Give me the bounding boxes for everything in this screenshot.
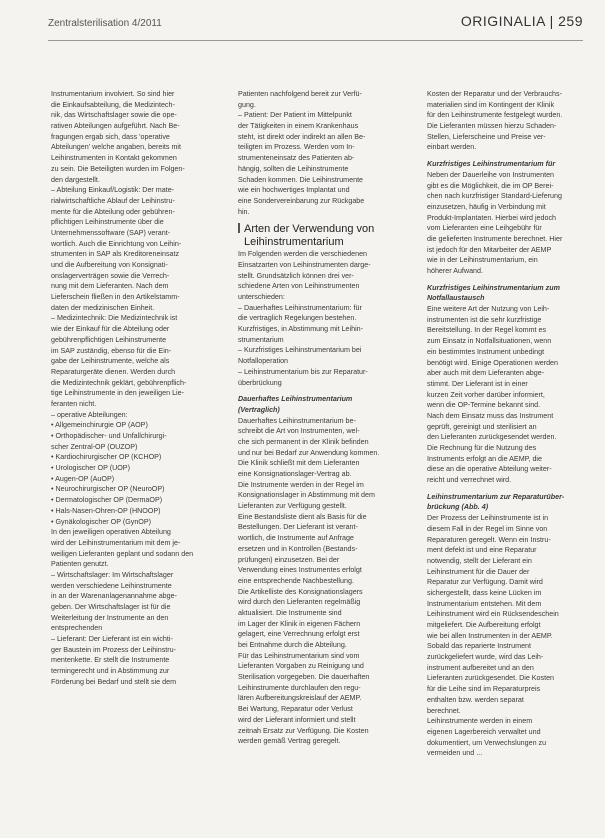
text-line: steht, ist direkt oder indirekt an allen Be-: [238, 132, 366, 141]
text-line: teiligten im Prozess. Werden vom In-: [238, 143, 355, 152]
column-2: [238, 89, 403, 829]
text-line: reicht und verrechnet wird.: [427, 476, 512, 485]
text-line: zum Einsatz in Notfallsituationen, wenn: [427, 337, 552, 346]
text-line: Verwendung eines Instrumentes erfolgt: [238, 566, 362, 575]
text-line: die Einkaufsabteilung, die Medizintech-: [51, 100, 175, 109]
text-line: Die Artikelliste des Konsignationslagers: [238, 587, 363, 596]
subheading: Kurzfristiges Leihinstrumentarium für: [427, 160, 556, 169]
text-line: Schaden kommen. Die Leihinstrumente: [238, 175, 364, 184]
text-line: Der Prozess der Leihinstrumente ist in: [427, 514, 549, 523]
text-line: bei Entnahme durch die Abteilung.: [238, 641, 347, 649]
text-line: – Lieferant: Der Lieferant ist ein wichti-: [51, 635, 173, 644]
text-line: Dauerhaftes Leihinstrumentarium be-: [238, 416, 356, 425]
text-line: wird der Lieferant informiert und stellt: [238, 715, 356, 724]
text-line: daten der medizinischen Einheit.: [51, 303, 155, 312]
text-line: gabe der Leihinstrumente, welche als: [51, 357, 170, 366]
text-line: • Dermatologischer OP (DermaOP): [51, 496, 163, 505]
text-line: • Orthopädischer- und Unfallchirurgi-: [51, 432, 167, 440]
text-line: vermeiden und ...: [427, 749, 483, 758]
text-line: wird der Leihinstrumentarium mit dem je-: [51, 538, 181, 547]
text-line: In den jeweiligen operativen Abteilung: [51, 528, 171, 537]
text-line: Bei Wartung, Reparatur oder Verlust: [238, 705, 353, 714]
text-line: ein bestimmtes Instrument unbedingt: [427, 347, 545, 356]
text-line: • Augen-OP (AuOP): [51, 474, 115, 483]
text-line: prüfungen) einzusetzen. Bei der: [238, 555, 340, 564]
text-line: eine Sondervereinbarung zur Rückgabe: [238, 196, 365, 205]
text-line: dokumentiert, um Verwechslungen zu: [427, 738, 547, 747]
text-line: der Tätigkeiten in einem Krankenhaus: [238, 122, 359, 131]
text-line: – Abteilung Einkauf/Logistik: Der mate-: [51, 186, 175, 195]
text-line: instrumenten ist die sehr kurzfristige: [427, 315, 542, 324]
text-line: tige Leihinstrumente in den jeweiligen Lie-: [51, 389, 184, 398]
text-line: • Neurochirurgischer OP (NeuroOP): [51, 485, 165, 494]
text-line: mentenkette. Er stellt die Instrumente: [51, 656, 170, 665]
text-line: materialien sind im Kontingent der Klinik: [427, 100, 555, 109]
text-line: Bereitstellung. In der Regel kommt es: [427, 326, 547, 335]
text-line: Leihinstrument wird ein Rücksendeschein: [427, 610, 559, 619]
text-line: mente für die Abteilung oder gebühren-: [51, 207, 175, 216]
text-line: enthalten bzw. werden separat: [427, 695, 524, 704]
text-line: Stellen, Lieferscheine und Preise ver-: [427, 132, 546, 141]
text-line: vom Lieferanten eine Leihgebühr für: [427, 224, 542, 233]
text-line: Die Klinik schließt mit dem Lieferanten: [238, 459, 360, 468]
text-line: schreibt die Art von Instrumenten, wel-: [238, 427, 360, 436]
text-line: notwendig, stellt der Lieferant ein: [427, 556, 532, 565]
text-line: wortlich, die Instrumente auf Anfrage: [238, 534, 354, 543]
column-1: [51, 89, 216, 829]
text-line: eine Konsignationslager-Vertrag ab.: [238, 470, 352, 478]
text-line: kurzen Zeit vorher darüber informiert,: [427, 390, 545, 399]
journal-title: Zentralsterilisation 4/2011: [48, 18, 162, 29]
subheading-line-2: Notfallaustausch: [427, 294, 485, 303]
text-line: den Lieferanten zurückgesendet werden.: [427, 433, 557, 442]
text-line: Die Lieferanten müssen hierzu Schaden-: [427, 122, 557, 131]
text-line: feranten nicht.: [51, 399, 97, 408]
text-line: strumenten in SAP als Kreditoreneinsatz: [51, 250, 180, 259]
text-line: wortlich. Auch die Einrichtung von Leihin-: [51, 239, 182, 248]
text-line: Nach dem Einsatz muss das Instrument: [427, 411, 554, 420]
text-line: Notfalloperation: [238, 357, 289, 366]
text-line: • Allgemeinchirurgie OP (AOP): [51, 421, 148, 430]
text-line: Reparaturgeräte dienen. Werden durch: [51, 367, 176, 376]
text-line: Instrumentarium involviert. So sind hier: [51, 90, 175, 98]
text-line: Lieferanten zurückgesendet. Die Kosten: [427, 674, 555, 683]
text-line: strumenteneinsatz des Patienten ab-: [238, 154, 355, 163]
section-heading-line-2: Leihinstrumentarium: [244, 236, 344, 249]
text-line: Patienten genutzt.: [51, 560, 109, 569]
text-line: wie bei allen Instrumenten in der AEMP.: [427, 631, 553, 640]
text-line: – operative Abteilungen:: [51, 410, 128, 419]
text-line: Einsatzarten von Leihinstrumenten darge-: [238, 260, 371, 269]
text-line: die gelieferten Instrumente berechnet. Hier: [427, 234, 563, 243]
text-line: onslagerverträgen sowie die Verrech-: [51, 271, 170, 280]
text-line: unterschieden:: [238, 293, 285, 301]
text-line: einzusetzen, häufig in Verbindung mit: [427, 202, 546, 211]
text-line: • Urologischer OP (UOP): [51, 464, 130, 473]
text-line: schiedene Arten von Leihinstrumenten: [238, 282, 360, 291]
text-line: Kurzfristiges, in Abstimmung mit Leihin-: [238, 325, 364, 334]
text-line: entsprechenden: [51, 624, 103, 633]
text-line: diese an die operative Abteilung weiter-: [427, 465, 552, 474]
text-line: Leihinstrumente werden in einem: [427, 717, 533, 726]
text-line: Weiterleitung der Instrumente an den: [51, 613, 169, 622]
text-line: Patienten nachfolgend bereit zur Verfü-: [238, 90, 362, 98]
column-3: [427, 89, 592, 829]
text-line: – Dauerhaftes Leihinstrumentarium: für: [238, 303, 362, 312]
text-line: instrument aufbereitet und an den: [427, 663, 534, 672]
text-line: • Kardiochirurgischer OP (KCHOP): [51, 453, 162, 462]
text-line: Reparaturen geregelt. Wenn ein Instru-: [427, 535, 551, 544]
text-line: – Medizintechnik: Die Medizintechnik ist: [51, 314, 178, 323]
text-line: – Patient: Der Patient im Mittelpunkt: [238, 111, 352, 120]
text-line: lären Aufbereitungskreislauf der AEMP.: [238, 694, 362, 703]
text-line: Reparatur zur Verfügung. Damit wird: [427, 578, 543, 587]
text-line: Leihinstrumenten in Kontakt gekommen: [51, 154, 177, 163]
page-header: [48, 12, 583, 41]
text-line: für den Leihinstrumente festgelegt wurden.: [427, 111, 563, 120]
text-line: gung.: [238, 100, 256, 109]
text-line: benötigt wird. Einige Operationen werden: [427, 358, 558, 367]
text-line: eigenen Lagerbereich verwaltet und: [427, 727, 541, 736]
text-line: im SAP zuständig, ebenso für die Ein-: [51, 346, 172, 355]
text-columns: [51, 89, 591, 829]
text-line: Unternehmenssoftware (SAP) verant-: [51, 228, 171, 237]
text-line: für die Leihe sind im Reparaturpreis: [427, 685, 541, 694]
text-line: chen nach kurzfristiger Standard-Lieferung: [427, 192, 562, 201]
text-line: berechnet.: [427, 706, 461, 715]
text-line: Im Folgenden werden die verschiedenen: [238, 250, 368, 259]
text-line: werden gemäß Vertrag geregelt.: [238, 737, 341, 746]
text-line: geben. Der Wirtschaftslager ist für die: [51, 603, 171, 611]
text-line: ist jedoch für den Mitarbeiter der AEMP: [427, 245, 552, 254]
text-line: scher Zentral-OP (OUZOP): [51, 442, 138, 451]
text-line: Produkt-Implantaten. Hierbei wird jedoch: [427, 213, 556, 222]
text-line: den dargestellt.: [51, 175, 100, 184]
text-line: Neben der Dauerleihe von Instrumenten: [427, 170, 555, 179]
heading-marker: [238, 223, 240, 233]
text-line: ger Baustein im Prozess der Leihinstru-: [51, 645, 177, 654]
text-line: überbrückung: [238, 378, 282, 387]
text-line: pflichtigen Leihinstrumente über die: [51, 218, 164, 227]
text-line: eine entsprechende Nachbestellung.: [238, 576, 354, 585]
text-line: Konsignationslager in Abstimmung mit dem: [238, 491, 375, 500]
text-line: Instrumentarium entstehen. Mit dem: [427, 599, 542, 608]
text-line: Leihinstrumente durchlaufen den regu-: [238, 683, 361, 692]
text-line: sichergestellt, dass keine Lücken im: [427, 588, 542, 597]
text-line: gelagert, eine Verrechnung erfolgt erst: [238, 630, 360, 639]
text-line: aber auch mit dem Lieferanten abge-: [427, 369, 545, 378]
text-line: nung mit dem Lieferanten. Nach dem: [51, 282, 169, 291]
text-line: zurückgeliefert wurde, wird das Leih-: [427, 653, 544, 662]
text-line: einbart werden.: [427, 143, 477, 152]
text-line: zeitnah Ersatz zur Verfügung. Die Kosten: [238, 726, 369, 735]
text-line: mitgeliefert. Die Aufbereitung erfolgt: [427, 621, 541, 629]
text-line: im Lager der Klinik in eigenen Fächern: [238, 619, 361, 628]
section-heading: Arten der Verwendung von: [238, 223, 403, 236]
text-line: strumentarium: [238, 335, 284, 344]
text-line: Eine weitere Art der Nutzung von Leih-: [427, 305, 550, 314]
text-line: fragungen ergab sich, dass 'operative: [51, 132, 170, 141]
text-line: termingerecht und in Abstimmung zur: [51, 667, 170, 676]
section-page-number: ORIGINALIA | 259: [460, 13, 583, 29]
text-line: rialwirtschaftliche Ablauf der Leihinstru-: [51, 196, 175, 205]
text-line: Kosten der Reparatur und der Verbrauchs-: [427, 90, 562, 98]
text-line: – Wirtschaftslager: Im Wirtschaftslager: [51, 570, 174, 579]
subheading-line-2: brückung (Abb. 4): [427, 503, 489, 512]
text-line: die Medizintechnik geklärt, gebührenpflich-: [51, 378, 187, 387]
text-line: und nur bei Bedarf zur Anwendung kommen.: [238, 448, 380, 457]
text-line: wie ein hochwertiges Implantat und: [238, 186, 350, 195]
subheading: Dauerhaftes Leihinstrumentarium: [238, 395, 353, 404]
text-line: höherer Aufwand.: [427, 267, 483, 275]
text-line: Sobald das reparierte Instrument: [427, 642, 531, 651]
text-line: in an der Warenanlagenannahme abge-: [51, 592, 177, 601]
text-line: Instruments erfolgt an die AEMP, die: [427, 454, 542, 463]
text-line: Lieferanten Vorgaben zu Reinigung und: [238, 662, 364, 671]
text-line: Die Rechnung für die Nutzung des: [427, 444, 537, 452]
text-line: wie der Einkauf für die Abteilung oder: [51, 325, 170, 334]
text-line: Lieferanten zur Verfügung gestellt.: [238, 502, 347, 511]
text-line: ment defekt ist und eine Reparatur: [427, 546, 537, 555]
subheading: Kurzfristiges Leihinstrumentarium zum: [427, 283, 560, 292]
subheading-line-2: (Vertraglich): [238, 405, 280, 414]
text-line: Bestellungen. Der Lieferant ist verant-: [238, 523, 358, 532]
text-line: – Leihinstrumentarium bis zur Reparatur-: [238, 367, 368, 376]
text-line: Leihinstrument für die Dauer der: [427, 567, 530, 576]
text-line: werden verschiedene Leihinstrumente: [51, 581, 172, 590]
text-line: nik, das Wirtschaftslager sowie die ope-: [51, 111, 177, 120]
text-line: che sich permanent in der Klinik befinden: [238, 437, 369, 446]
text-line: Die Instrumente werden in der Regel im: [238, 480, 364, 489]
text-line: wird durch den Lieferanten regelmäßig: [238, 598, 361, 607]
text-line: • Gynäkologischer OP (GynOP): [51, 517, 151, 526]
text-line: Sterilisation vorgegeben. Die dauerhaften: [238, 673, 370, 682]
text-line: – Kurzfristiges Leihinstrumentarium bei: [238, 346, 362, 355]
text-line: Für das Leihinstrumentarium sind vom: [238, 651, 360, 660]
text-line: diesem Fall in der Regel im Sinne von: [427, 524, 548, 533]
text-line: Lieferschein fließen in den Artikelstamm-: [51, 293, 180, 302]
text-line: die vertraglich Regelungen bestehen.: [238, 314, 357, 323]
text-line: gibt es die Möglichkeit, die im OP Berei-: [427, 181, 554, 190]
text-line: hin.: [238, 207, 250, 216]
text-line: stellt. Grundsätzlich können drei ver-: [238, 271, 354, 280]
text-line: weiligen Lieferanten geplant und sodann den: [51, 549, 194, 558]
text-line: Abteilungen' welche angaben, bereits mit: [51, 143, 181, 152]
text-line: aktualisiert. Die Instrumente sind: [238, 608, 342, 617]
text-line: ersetzen und in Kontrollen (Bestands-: [238, 544, 358, 553]
text-line: Eine Bestandsliste dient als Basis für die: [238, 512, 367, 521]
text-line: wie in der Leihinstrumentarium, ein: [427, 256, 538, 265]
text-line: Förderung bei Bedarf und stellt sie dem: [51, 677, 177, 686]
text-line: und die Aufbereitung von Konsignati-: [51, 261, 168, 269]
text-line: stimmt. Der Lieferant ist in einer: [427, 379, 528, 388]
text-line: rativen Abteilungen aufgeführt. Nach Be-: [51, 122, 180, 131]
subheading: Leihinstrumentarium zur Reparaturüber-: [427, 492, 565, 501]
text-line: wenn die OP-Termine bekannt sind.: [427, 401, 541, 410]
text-line: • Hals-Nasen-Ohren-OP (HNOOP): [51, 506, 161, 515]
text-line: hängig, sollten die Leihinstrumente: [238, 164, 349, 173]
text-line: geprüft, gereinigt und sterilisiert an: [427, 422, 537, 431]
text-line: zu sein. Die Beteiligten wurden im Folgen-: [51, 164, 185, 173]
text-line: gebührenpflichtigen Leihinstrumente: [51, 335, 167, 344]
